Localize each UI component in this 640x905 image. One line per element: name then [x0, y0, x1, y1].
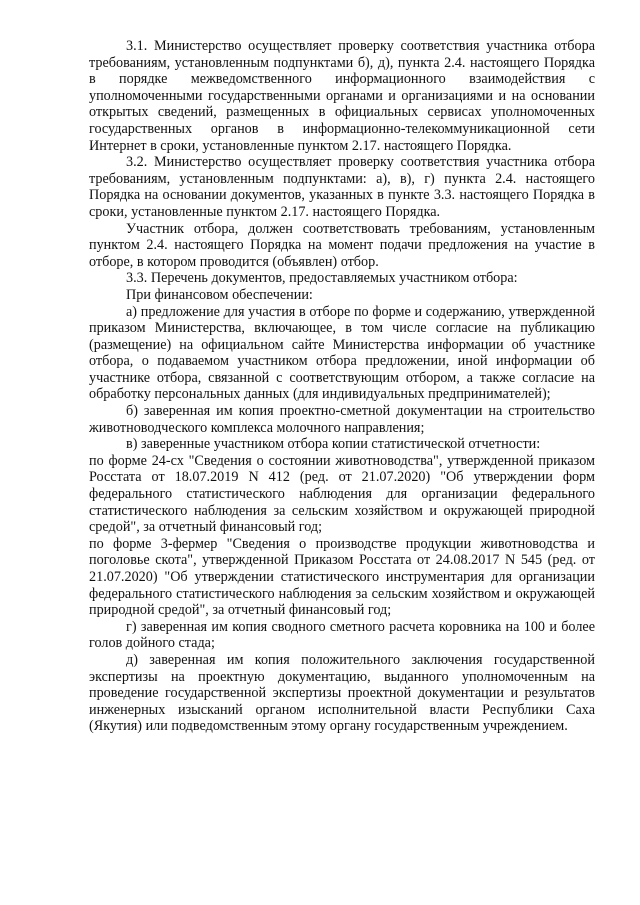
- list-item-d: д) заверенная им копия положительного заключения государственной экспертизы на проектную документацию, выданного уполномоченным на проведение государственной экспертизы проектной документации и результатов инженерных изысканий органом исполнительной власти Республики Саха (Якутия) или подведомственным этому органу государственным учреждением.: [89, 651, 595, 735]
- form-24-sh: по форме 24-сх "Сведения о состоянии животноводства", утвержденной приказом Росстата от 18.07.2019 N 412 (ред. от 21.07.2020) "Об утверждении форм федерального статистического наблюдения для организации федерального статистического наблюдения за сельским хозяйством и окружающей природной средой", за отчетный финансовый год;: [89, 452, 595, 536]
- list-item-g: г) заверенная им копия сводного сметного расчета коровника на 100 и более голов дойного стада;: [89, 618, 595, 652]
- form-3-fermer: по форме 3-фермер "Сведения о производстве продукции животноводства и поголовье скота", утвержденной Приказом Росстата от 24.08.2017 N 545 (ред. от 21.07.2020) "Об утверждении статистического инструментария для организации федерального статистического наблюдения за сельским хозяйством и окружающей природной средой", за отчетный финансовый год;: [89, 535, 595, 619]
- document-page: [89, 38, 595, 735]
- paragraph-3-1: 3.1. Министерство осуществляет проверку соответствия участника отбора требованиям, установленным подпунктами б), д), пункта 2.4. настоящего Порядка в порядке межведомственного информационного взаимодействия с уполномоченными государственными органами и организациями и на основании открытых сведений, размещенных в официальных сервисах уполномоченных государственных органов в информационно-телекоммуникационной сети Интернет в сроки, установленные пунктом 2.17. настоящего Порядка.: [89, 38, 595, 154]
- paragraph-3-3: 3.3. Перечень документов, предоставляемых участником отбора:: [126, 270, 518, 287]
- list-item-v: в) заверенные участником отбора копии статистической отчетности:: [126, 436, 541, 453]
- paragraph-financial-support: При финансовом обеспечении:: [126, 286, 313, 303]
- paragraph-participant-requirements: Участник отбора, должен соответствовать требованиям, установленным пунктом 2.4. настоящего Порядка на момент подачи предложения на участие в отборе, в котором проводится (объявлен) отбор.: [89, 220, 595, 270]
- list-item-b: б) заверенная им копия проектно-сметной документации на строительство животноводческого комплекса молочного направления;: [89, 403, 595, 436]
- paragraph-3-2: 3.2. Министерство осуществляет проверку соответствия участника отбора требованиям, установленным подпунктами: а), в), г) пункта 2.4. настоящего Порядка на основании документов, указанных в пункте 3.3. настоящего Порядка в сроки, установленные пунктом 2.17. настоящего Порядка.: [89, 154, 595, 220]
- list-item-a: а) предложение для участия в отборе по форме и содержанию, утвержденной приказом Министерства, включающее, в том числе согласие на публикацию (размещение) на официальном сайте Министерства информации об участнике отбора, о подаваемом участником отбора предложении, иной информации об участнике отбора, связанной с соответствующим отбором, а также согласие на обработку персональных данных (для индивидуальных предпринимателей);: [89, 303, 595, 403]
